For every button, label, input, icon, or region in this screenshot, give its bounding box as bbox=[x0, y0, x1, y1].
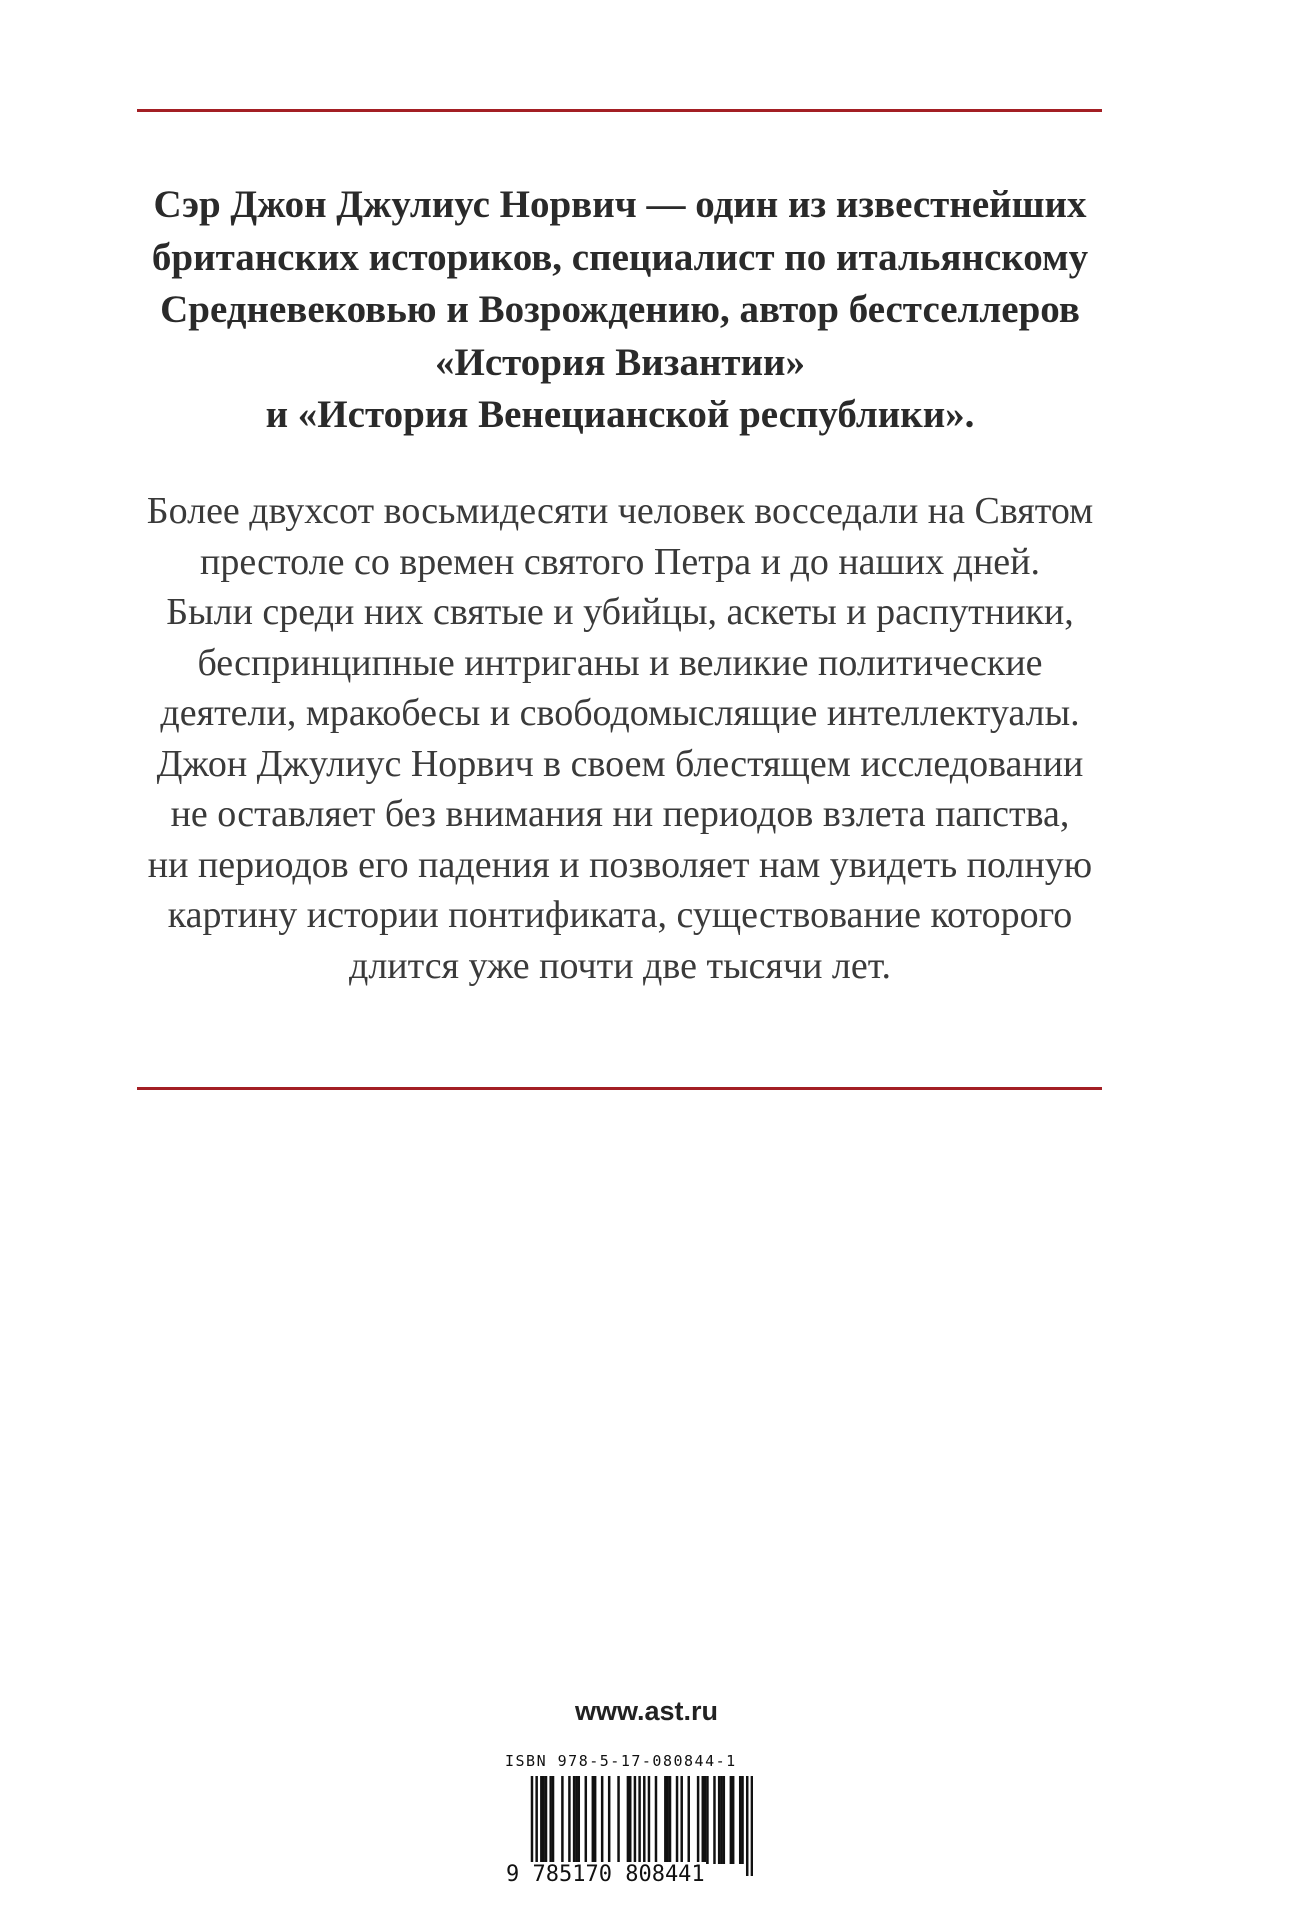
barcode-bar bbox=[655, 1776, 657, 1864]
barcode-bar bbox=[601, 1776, 603, 1864]
barcode-bar bbox=[594, 1776, 596, 1864]
bottom-divider bbox=[137, 1087, 1102, 1090]
barcode-bar bbox=[739, 1776, 741, 1864]
barcode-bar bbox=[573, 1776, 575, 1864]
barcode-bar bbox=[741, 1776, 743, 1864]
barcode-bar bbox=[629, 1776, 631, 1864]
annotation-line: беспринципные интриганы и великие политические bbox=[197, 641, 1043, 684]
barcode-bar bbox=[575, 1776, 577, 1864]
author-bio bbox=[120, 179, 1120, 442]
barcode-bar bbox=[680, 1776, 682, 1864]
barcode-bar bbox=[706, 1776, 708, 1864]
isbn-barcode bbox=[505, 1752, 753, 1902]
barcode-bar bbox=[687, 1776, 689, 1864]
barcode-bar bbox=[568, 1776, 570, 1864]
barcode-bar bbox=[730, 1776, 732, 1864]
annotation-line: Джон Джулиус Норвич в своем блестящем исследовании bbox=[156, 742, 1084, 785]
author-bio-line: и «История Венецианской республики». bbox=[265, 393, 975, 436]
barcode-bar bbox=[617, 1776, 619, 1864]
annotation-line: престоле со времен святого Петра и до наших дней. bbox=[200, 540, 1040, 583]
barcode-bar bbox=[535, 1776, 537, 1876]
barcode-bar bbox=[643, 1776, 645, 1876]
barcode-bar bbox=[552, 1776, 554, 1864]
barcode-bar bbox=[627, 1776, 629, 1864]
annotation-line: Более двухсот восьмидесяти человек восседали на Святом bbox=[146, 490, 1094, 532]
barcode-bar bbox=[545, 1776, 547, 1864]
author-bio-line: «История Византии» bbox=[434, 340, 806, 384]
barcode-bar bbox=[634, 1776, 636, 1864]
barcode-bar bbox=[664, 1776, 666, 1864]
barcode-bar bbox=[713, 1776, 715, 1864]
isbn-label: ISBN 978-5-17-080844-1 bbox=[505, 1752, 737, 1770]
barcode-bar bbox=[669, 1776, 671, 1864]
barcode-bar bbox=[676, 1776, 678, 1864]
barcode-bar bbox=[540, 1776, 542, 1864]
barcode-bar bbox=[549, 1776, 551, 1864]
barcode-bar bbox=[648, 1776, 650, 1864]
author-bio-line: британских историков, специалист по итальянскому bbox=[151, 235, 1089, 279]
barcode-bar bbox=[578, 1776, 580, 1864]
barcode-bar bbox=[718, 1776, 720, 1864]
barcode-bar bbox=[542, 1776, 544, 1864]
barcode-bar bbox=[697, 1776, 699, 1864]
barcode-bar bbox=[531, 1776, 533, 1876]
barcode-bar bbox=[608, 1776, 610, 1864]
author-bio-line: Средневековью и Возрождению, автор бестселлеров bbox=[160, 288, 1080, 331]
annotation-line: длится уже почти две тысячи лет. bbox=[348, 944, 891, 987]
annotation-line: ни периодов его падения и позволяет нам увидеть полную bbox=[147, 843, 1093, 886]
publisher-website: www.ast.ru bbox=[574, 1696, 719, 1726]
barcode-bar bbox=[561, 1776, 563, 1864]
book-annotation bbox=[110, 486, 1130, 991]
annotation-line: деятели, мракобесы и свободомыслящие интеллектуалы. bbox=[160, 692, 1080, 734]
barcode-bar bbox=[592, 1776, 594, 1864]
top-divider bbox=[137, 109, 1102, 112]
barcode-bar bbox=[638, 1776, 640, 1876]
barcode-bar bbox=[746, 1776, 748, 1876]
barcode-bar bbox=[723, 1776, 725, 1864]
barcode-bar bbox=[732, 1776, 734, 1864]
barcode-bars bbox=[505, 1776, 753, 1876]
barcode-digits: 9 785170 808441 bbox=[506, 1862, 705, 1887]
annotation-line: не оставляет без внимания ни периодов взлета папства, bbox=[170, 793, 1070, 835]
barcode-bar bbox=[585, 1776, 587, 1864]
annotation-line: Были среди них святые и убийцы, аскеты и распутники, bbox=[166, 591, 1074, 633]
barcode-bar bbox=[751, 1776, 753, 1876]
annotation-line: картину истории понтификата, существование которого bbox=[167, 894, 1073, 936]
author-bio-line: Сэр Джон Джулиус Норвич — один из известнейших bbox=[153, 183, 1087, 226]
barcode-bar bbox=[720, 1776, 722, 1864]
barcode-bar bbox=[704, 1776, 706, 1864]
barcode-bar bbox=[702, 1776, 704, 1864]
barcode-bar bbox=[666, 1776, 668, 1864]
